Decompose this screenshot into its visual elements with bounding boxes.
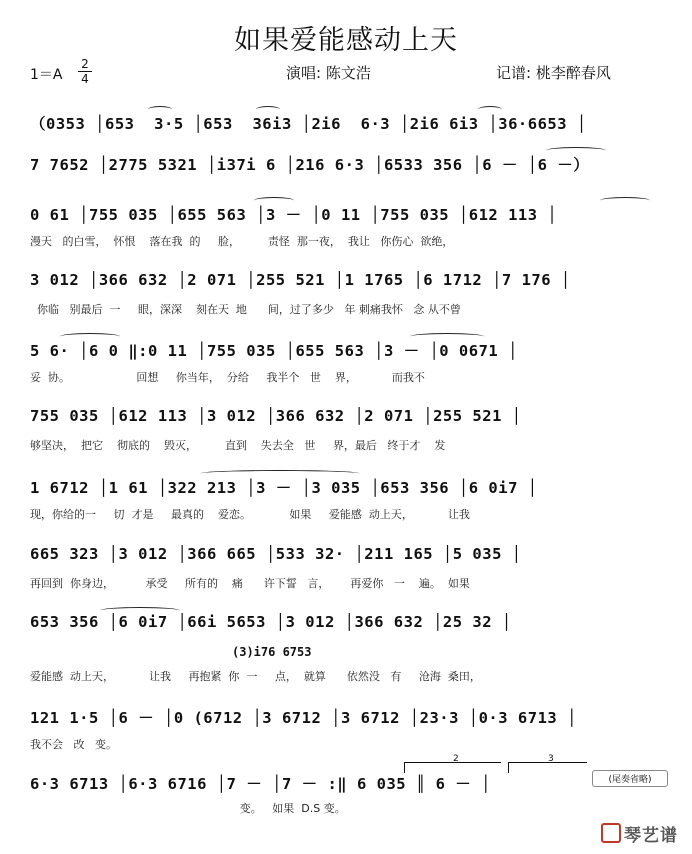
lyric-row-10: 我不会 改 变。 <box>30 738 117 751</box>
slur-mark <box>200 470 360 477</box>
slur-mark <box>256 106 280 113</box>
lyric-row-4: 你临 别最后 一 眼，深深 刻在天 地 间，过了多少 年 刺痛我怀 念 从不曾 <box>30 303 461 316</box>
lyric-row-6: 够坚决， 把它 彻底的 毁灭， 直到 失去全 世 界，最后 终于才 发 <box>30 439 446 452</box>
notation-row-10: 121 1·5 │6 － │0 (6712 │3 6712 │3 6712 │23·3 │0·3 6713 │ <box>30 709 577 727</box>
slur-mark <box>60 333 120 340</box>
singer-credit: 演唱: 陈文浩 <box>286 64 371 82</box>
slur-mark <box>100 607 180 614</box>
notation-row-11: 6·3 6713 │6·3 6716 │7 － │7 － :‖ 6 035 ║ 6 － │ <box>30 775 491 793</box>
key-signature: 1＝A <box>30 67 63 83</box>
lyric-row-7: 现，你给的一 切 才是 最真的 爱恋。 如果 爱能感 动上天， 让我 <box>30 508 470 521</box>
watermark-logo-icon <box>601 823 621 843</box>
notation-row-6: 755 035 │612 113 │3 012 │366 632 │2 071 │255 521 │ <box>30 407 522 425</box>
slur-mark <box>546 147 606 154</box>
watermark-text: 琴艺谱 <box>624 826 678 846</box>
song-title: 如果爱能感动上天 <box>234 25 458 56</box>
alt-notation-line: (3)i76 6753 <box>232 645 312 659</box>
outro-omitted-note: (尾奏省略) <box>592 770 668 787</box>
slur-mark <box>148 106 172 113</box>
lyric-row-9: 爱能感 动上天， 让我 再抱紧 你 一 点， 就算 依然没 有 沧海 桑田， <box>30 670 481 683</box>
notation-row-1: （0353 │653 3·5 │653 36i3 │2i6 6·3 │2i6 6i3 │36·6653 │ <box>30 115 587 133</box>
scribe-credit: 记谱: 桃李醉春风 <box>496 64 611 82</box>
site-watermark <box>601 821 678 846</box>
lyric-row-5: 妥 协。 回想 你当年， 分给 我半个 世 界， 而我不 <box>30 371 425 384</box>
meter-bottom: 4 <box>81 72 89 86</box>
notation-row-9: 653 356 │6 0i7 │66i 5653 │3 012 │366 632 │25 32 │ <box>30 613 512 631</box>
notation-row-8: 665 323 │3 012 │366 665 │533 32· │211 165 │5 035 │ <box>30 545 522 563</box>
notation-row-2: 7 7652 │2775 5321 │i37i 6 │216 6·3 │6533 356 │6 － │6 －） <box>30 156 590 174</box>
notation-row-5: 5 6· │6 0 ‖:0 11 │755 035 │655 563 │3 － │0 0671 │ <box>30 342 518 360</box>
meter-top: 2 <box>81 57 89 71</box>
slur-mark <box>254 197 294 204</box>
slur-mark <box>600 197 650 204</box>
volta-number-2: 2 <box>453 754 459 764</box>
lyric-row-3: 漫天 的白雪， 怀恨 落在我 的 脸， 责怪 那一夜， 我让 你伤心 欲绝， <box>30 235 454 248</box>
notation-row-7: 1 6712 │1 61 │322 213 │3 － │3 035 │653 356 │6 0i7 │ <box>30 479 538 497</box>
lyric-row-8: 再回到 你身边， 承受 所有的 痛 许下誓 言， 再爱你 一 遍。 如果 <box>30 577 470 590</box>
slur-mark <box>478 106 502 113</box>
lyric-row-11: 变。 如果 D.S 变。 <box>30 802 346 815</box>
volta-number-3: 3 <box>548 754 554 764</box>
notation-row-3: 0 61 │755 035 │655 563 │3 － │0 11 │755 035 │612 113 │ <box>30 206 558 224</box>
time-signature <box>78 58 92 85</box>
notation-row-4: 3 012 │366 632 │2 071 │255 521 │1 1765 │6 1712 │7 176 │ <box>30 271 571 289</box>
slur-mark <box>410 333 484 340</box>
